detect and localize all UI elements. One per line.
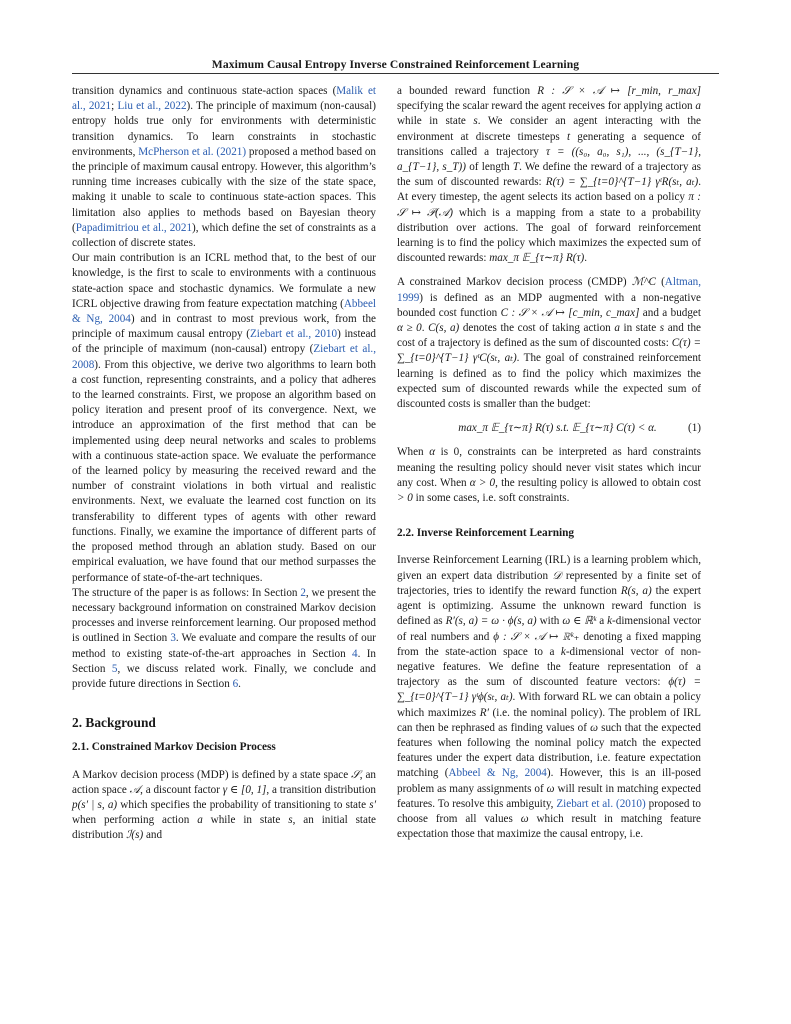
math-expression: C(s, a) (428, 322, 460, 335)
text-run: . At every timestep, the agent selects its action based on a policy (397, 176, 702, 204)
math-expression: a (197, 814, 203, 827)
citation-link[interactable]: Abbeel & Ng, 2004 (72, 297, 376, 326)
math-expression: p(s′ | s, a) (72, 798, 118, 811)
text-run: . We define the reward of a trajectory as the sum of discounted rewards: (397, 161, 701, 189)
text-run: while in state (397, 115, 474, 128)
text-run: , a transition distribution (266, 783, 376, 796)
text-run: . (238, 677, 241, 690)
citation-link[interactable]: Abbeel & Ng, 2004 (448, 767, 547, 780)
text-run: ). The principle of maximum (non-causal) entropy holds true only for environments with deterministic transition dynamics. To learn constraints in stochastic environments, (72, 100, 376, 158)
text-run: represented by a finite set of trajectories, tries to identify the reward function (397, 569, 701, 597)
text-run: -dimensional vector of non-negative features. We define the feature representation of a trajectory as the sum of discounted feature vectors: (397, 645, 701, 689)
text-run: . In Section (72, 647, 376, 675)
math-expression: ω (590, 721, 598, 734)
citation-link[interactable]: Altman, 1999 (397, 276, 701, 304)
equation-number: (1) (688, 422, 701, 435)
equation-1 (397, 421, 701, 436)
equation-body: max_π 𝔼_{τ∼π} R(τ) s.t. 𝔼_{τ∼π} C(τ) < α. (458, 422, 657, 435)
math-expression: π : 𝒮 ↦ 𝒫(𝒜) (397, 191, 702, 219)
text-run: and (143, 829, 163, 842)
citation-link[interactable]: 4 (352, 647, 358, 660)
left-paragraph-2 (72, 251, 376, 585)
text-run: . With forward RL we can obtain a policy which maximizes (397, 691, 701, 719)
text-run: generating a sequence of transitions called a trajectory (397, 130, 701, 158)
text-run: ( (655, 276, 665, 289)
math-expression: R′ (479, 706, 489, 719)
text-run: denoting a fixed mapping from the state-action space to a (397, 630, 701, 658)
text-run: when performing action (72, 814, 198, 827)
math-expression: s (473, 115, 478, 128)
math-expression: 𝒮 (351, 768, 360, 781)
math-expression: R : 𝒮 × 𝒜 ↦ [r_min, r_max] (537, 85, 701, 97)
citation-link[interactable]: 5 (111, 662, 118, 675)
math-expression: k (607, 615, 613, 628)
math-expression: τ = ((s₀, a₀, s₁), ..., (s_{T−1}, a_{T−1}, s_T)) (397, 145, 701, 174)
text-run: A constrained Markov decision process (CMDP) (397, 276, 632, 289)
citation-link[interactable]: Liu et al., 2022 (117, 100, 187, 113)
header-rule (72, 73, 719, 74)
text-run: . (584, 252, 588, 265)
citation-link[interactable]: Malik et al., 2021 (72, 85, 376, 113)
text-run: ), which define the set of constraints as a collection of discrete states. (72, 221, 376, 250)
citation-link[interactable]: Ziebart et al., 2008 (72, 343, 377, 371)
math-expression: γ ∈ [0, 1] (222, 783, 267, 796)
text-run: which result in matching feature expectation those that maximize the causal entropy, i.e. (397, 812, 701, 841)
text-run: Our main contribution is an ICRL method that, to the best of our knowledge, is the first to scale to environments with a continuous state-action space and stochastic dynamics. We formulate a new ICRL objective drawing from feature expectation matching ( (72, 252, 376, 310)
math-expression: ϕ : 𝒮 × 𝒜 ↦ ℝᵏ₊ (493, 630, 580, 643)
text-run: in state (619, 322, 660, 335)
citation-link[interactable]: Ziebart et al. (2010) (556, 797, 646, 810)
right-paragraph-1 (397, 84, 701, 266)
math-expression: s (659, 322, 665, 335)
math-expression: ω (520, 812, 529, 825)
subsection-title-irl: 2.2. Inverse Reinforcement Learning (397, 527, 575, 540)
right-paragraph-4 (397, 553, 701, 842)
right-paragraph-2 (397, 275, 701, 412)
math-expression: a (614, 322, 620, 335)
right-column (397, 84, 701, 842)
citation-link[interactable]: 2 (300, 586, 306, 599)
citation-link[interactable]: Papadimitriou et al., 2021 (75, 221, 193, 234)
left-paragraph-1 (72, 84, 376, 251)
text-run: and a budget (639, 306, 701, 319)
text-run: . We consider an agent interacting with the environment at discrete timesteps (397, 115, 701, 143)
text-run: will result in matching expected features. To resolve this ambiguity, (397, 782, 702, 810)
math-expression: ℐ(s) (126, 829, 144, 842)
text-run: ) is defined as an MDP augmented with a non-negative bounded cost function (397, 291, 701, 319)
math-expression: α (429, 446, 436, 459)
math-expression: α ≥ 0 (397, 322, 422, 335)
text-run: of length (465, 161, 513, 174)
math-expression: R(s, a) (620, 584, 652, 597)
math-expression: s (288, 814, 293, 827)
math-expression: 𝒜 (129, 783, 141, 796)
text-run: , we discuss related work. Finally, we conclude and provide future directions in Section (72, 662, 377, 690)
text-run: , we present the necessary background information on constrained Markov decision processes and inverse reinforcement learning. Our proposed method is outlined in Section (72, 586, 377, 645)
text-run: a (596, 615, 608, 628)
math-expression: α > 0 (469, 476, 496, 489)
text-run: proposed a method based on the principle of maximum causal entropy. However, this algorithm’s running time increases cubically with the size of the state space, making it unable to scale to continuous state-action spaces. This limitation also applies to methods based on Bayesian theory ( (72, 145, 376, 234)
math-expression: max_π 𝔼_{τ∼π} R(τ) (489, 252, 585, 265)
math-expression: R′(s, a) = ω · ϕ(s, a) (445, 615, 537, 628)
text-run: . (421, 322, 429, 335)
section-title-background: 2. Background (72, 715, 156, 731)
math-expression: ϕ(τ) = ∑_{t=0}^{T−1} γᵗϕ(sₜ, aₜ) (397, 676, 701, 704)
text-run: -dimensional vector of real numbers and (397, 615, 701, 643)
text-run: the expert agent is optimizing. Assume the unknown reward function is defined as (397, 584, 701, 628)
math-expression: T (512, 161, 520, 174)
math-expression: 𝒟 (552, 569, 562, 582)
text-run: a bounded reward function (397, 85, 538, 97)
text-run: which specifies the probability of transitioning to state (117, 798, 370, 811)
text-run: , the resulting policy is allowed to obtain cost (495, 476, 701, 489)
left-paragraph-4 (72, 768, 376, 844)
math-expression: > 0 (397, 492, 413, 505)
text-run: and the cost of a trajectory is defined as the sum of discounted costs: (397, 322, 701, 350)
text-run: , an initial state distribution (72, 814, 377, 842)
citation-link[interactable]: 3 (170, 632, 176, 645)
text-run: (i.e. the nominal policy). The problem of IRL can then be rephrased as finding values of (397, 706, 701, 734)
math-expression: C(τ) = ∑_{t=0}^{T−1} γᵗC(sₜ, aₜ) (397, 337, 701, 365)
right-paragraph-3 (397, 445, 701, 506)
text-run: with (536, 615, 563, 628)
text-run: while in state (202, 814, 289, 827)
subsection-title-cmdp: 2.1. Constrained Markov Decision Process (72, 741, 276, 754)
math-expression: s′ (369, 798, 377, 811)
math-expression: ω (546, 782, 555, 795)
citation-link[interactable]: Ziebart et al., 2010 (249, 328, 338, 341)
text-run: ). From this objective, we derive two algorithms to learn both a cost function, representing constraints, and a policy that adheres to the learned constraints. First, we propose an algorithm based on policy iteration and present proof of its convergence. Next, we introduce an approximation of the first method that can be implemented using deep neural networks and scales to problems with a continuous state-action space. We evaluate the performance of the learned policy by measuring the received reward and the number of constraint violations in both virtual and realistic environments. Next, we evaluate the learned cost function on its transferability to different types of agents with other reward functions. Finally, we examine the importance of different parts of the proposed method through an ablation study. Based on our empirical evaluation, we have found that our method surpasses the performance of state-of-the-art techniques. (72, 358, 376, 584)
math-expression: C : 𝒮 × 𝒜 ↦ [c_min, c_max] (500, 306, 640, 319)
citation-link[interactable]: 6 (232, 677, 239, 690)
text-run: The structure of the paper is as follows: In Section (72, 586, 301, 599)
math-expression: k (560, 645, 566, 658)
text-run: transition dynamics and continuous state-action spaces ( (72, 85, 337, 97)
citation-link[interactable]: McPherson et al. (2021) (138, 145, 247, 158)
text-run: such that the expected features when following the nominal policy match the expected features under the expert data distribution, i.e. feature expectation matching ( (397, 721, 701, 780)
math-expression: a (695, 100, 701, 113)
running-header: Maximum Causal Entropy Inverse Constrained Reinforcement Learning (211, 58, 580, 71)
text-run: A Markov decision process (MDP) is defined by a state space (72, 768, 352, 781)
left-paragraph-3 (72, 586, 376, 692)
text-run: denotes the cost of taking action (459, 322, 615, 335)
text-run: is 0, constraints can be interpreted as hard constraints meaning the resulting policy should never visit states which incur any cost. When (397, 446, 701, 489)
text-run: which is a mapping from a state to a probability distribution over actions. The goal of forward reinforcement learning is to find the policy which maximizes the expected sum of discounted rewards: (397, 206, 701, 265)
text-run: ; (111, 100, 118, 113)
math-expression: ω ∈ ℝᵏ (562, 615, 597, 628)
text-run: . We evaluate and compare the results of our method to existing state-of-the-art approaches in Section (72, 632, 376, 660)
math-expression: R(τ) = ∑_{t=0}^{T−1} γᵗR(sₜ, aₜ) (545, 176, 699, 189)
text-run: ). However, this is an ill-posed problem as many assignments of (397, 767, 702, 795)
left-column (72, 84, 376, 844)
text-run: Inverse Reinforcement Learning (IRL) is a learning problem which, given an expert data distribution (397, 554, 701, 582)
text-run: in some cases, i.e. soft constraints. (412, 492, 570, 505)
text-run: , a discount factor (140, 783, 223, 796)
text-run: specifying the scalar reward the agent receives for applying action (397, 100, 696, 113)
math-expression: t (566, 130, 571, 143)
text-run: ) instead of the principle of maximum (non-causal) entropy ( (72, 328, 376, 356)
text-run: When (397, 446, 430, 459)
text-run: . The goal of constrained reinforcement learning is defined as to find the policy which maximizes the expected sum of discounted rewards while the expected sum of discounted costs is smaller than the budget: (397, 352, 701, 411)
text-run: proposed to choose from all values (397, 797, 701, 825)
text-run: , an action space (72, 768, 376, 796)
text-run: ) and in contrast to most previous work, from the principle of maximum causal entropy ( (72, 313, 376, 341)
math-expression: ℳ^C (631, 276, 656, 289)
